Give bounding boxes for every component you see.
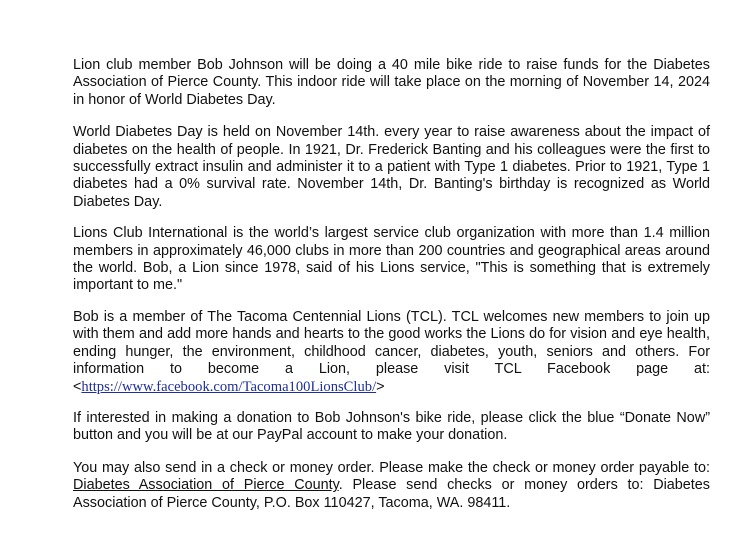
- document-body: [73, 57, 710, 512]
- paragraph-world-diabetes-day: World Diabetes Day is held on November 14th. every year to raise awareness about the impact of diabetes on the health of people. In 1921, Dr. Frederick Banting and his colleagues were the first to successfully extract insulin and administer it to a patient with Type 1 diabetes. Prior to 1921, Type 1 diabetes had a 0% survival rate. November 14th, Dr. Banting's birthday is recognized as World Diabetes Day.: [73, 124, 710, 210]
- paragraph-bike-ride: Lion club member Bob Johnson will be doing a 40 mile bike ride to raise funds for the Diabetes Association of Pierce County. This indoor ride will take place on the morning of November 14, 2024 in honor of World Diabetes Day.: [73, 57, 710, 108]
- payee-name: Diabetes Association of Pierce County: [73, 477, 339, 494]
- paragraph-mail-text-after: . Please send checks or money orders to: Diabetes Association of Pierce County, P.O. Box 110427, Tacoma, WA. 98411.: [73, 477, 710, 511]
- paragraph-tcl-text: Bob is a member of The Tacoma Centennial Lions (TCL). TCL welcomes new members to join up with them and add more hands and hearts to the good works the Lions do for vision and eye health, ending hunger, the environment, childhood cancer, diabetes, youth, seniors and others. For information to become a Lion, please visit TCL Facebook page at:: [73, 308, 710, 378]
- paragraph-lions-international: Lions Club International is the world’s largest service club organization with more than 1.4 million members in approximately 46,000 clubs in more than 200 countries and geographical areas around the world. Bob, a Lion since 1978, said of his Lions service, "This is something that is extremely important to me.": [73, 225, 710, 294]
- link-open-bracket: <: [73, 378, 82, 395]
- paragraph-tcl-membership: [73, 309, 710, 396]
- paragraph-mail-text-before: You may also send in a check or money order. Please make the check or money order payable to:: [73, 459, 710, 476]
- link-close-bracket: >: [376, 378, 385, 395]
- paragraph-mail-checks: [73, 460, 710, 512]
- paragraph-donation-instructions: If interested in making a donation to Bob Johnson's bike ride, please click the blue “Donate Now” button and you will be at our PayPal account to make your donation.: [73, 409, 710, 444]
- facebook-link[interactable]: https://www.facebook.com/Tacoma100LionsClub/: [81, 378, 377, 395]
